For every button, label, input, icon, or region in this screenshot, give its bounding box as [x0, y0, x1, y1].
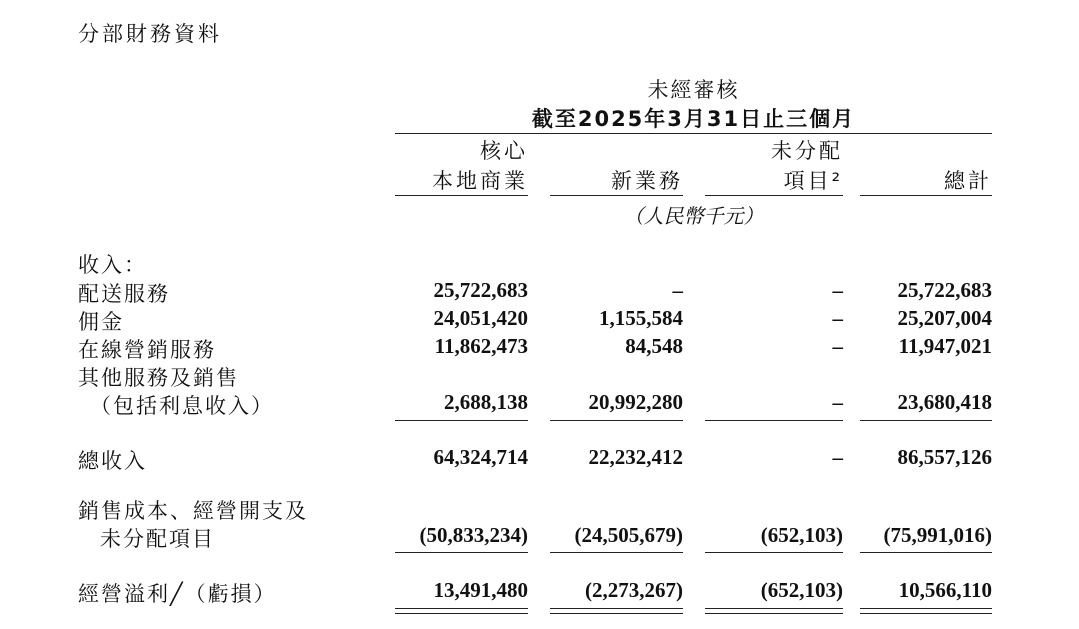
cell-costs-new: (24,505,679)	[574, 523, 683, 547]
cell-marketing-unallocated: –	[832, 334, 843, 358]
cell-operating-new: (2,273,267)	[585, 578, 683, 602]
cell-other-unallocated: –	[832, 390, 843, 414]
column-header-new-initiatives	[550, 166, 683, 196]
row-label-other-services-note: （包括利息收入）	[90, 394, 274, 418]
cell-delivery-core: 25,722,683	[433, 278, 528, 302]
subtotal-rule	[550, 420, 683, 421]
cell-commission-core: 24,051,420	[433, 306, 528, 330]
cell-operating-unallocated: (652,103)	[760, 578, 843, 602]
cell-other-new: 20,992,280	[588, 390, 683, 414]
cell-delivery-total: 25,722,683	[897, 278, 992, 302]
total-double-rule	[550, 608, 683, 609]
row-label-operating-profit: 經營溢利╱（虧損）	[78, 582, 277, 606]
subtotal-rule	[395, 552, 528, 553]
cell-operating-total: 10,566,110	[898, 578, 992, 602]
cell-total-revenue-core: 64,324,714	[433, 445, 528, 469]
period-heading: 截至2025年3月31日止三個月	[531, 107, 856, 131]
cell-total-revenue-unallocated: –	[832, 445, 843, 469]
subtotal-rule	[395, 420, 528, 421]
cell-commission-total: 25,207,004	[897, 306, 992, 330]
subtotal-rule	[550, 552, 683, 553]
cell-total-revenue-total: 86,557,126	[897, 445, 992, 469]
row-label-online-marketing: 在線營銷服務	[78, 338, 216, 362]
row-label-costs: 銷售成本、經營開支及	[78, 499, 308, 523]
cell-costs-total: (75,991,016)	[883, 523, 992, 547]
cell-delivery-unallocated: –	[832, 278, 843, 302]
cell-commission-unallocated: –	[832, 306, 843, 330]
cell-other-core: 2,688,138	[444, 390, 528, 414]
row-label-costs-line2: 未分配項目	[100, 527, 215, 551]
column-rule	[550, 195, 683, 196]
subtotal-rule	[705, 552, 843, 553]
column-rule	[860, 195, 992, 196]
row-label-total-revenue: 總收入	[78, 449, 147, 473]
column-header-line2: 新業務	[611, 169, 683, 193]
subtotal-rule	[860, 420, 992, 421]
total-double-rule	[705, 608, 843, 609]
column-header-line1: 核心	[480, 139, 528, 163]
cell-costs-core: (50,833,234)	[419, 523, 528, 547]
row-label-delivery: 配送服務	[78, 282, 170, 306]
row-label-commission: 佣金	[78, 310, 124, 334]
total-double-rule	[860, 613, 992, 614]
total-double-rule	[860, 608, 992, 609]
row-label-other-services: 其他服務及銷售	[78, 366, 239, 390]
cell-marketing-core: 11,862,473	[434, 334, 528, 358]
total-double-rule	[395, 608, 528, 609]
currency-unit: （人民幣千元）	[623, 204, 764, 228]
cell-operating-core: 13,491,480	[433, 578, 528, 602]
column-header-line2: 本地商業	[432, 169, 528, 193]
column-rule	[705, 195, 843, 196]
total-double-rule	[550, 613, 683, 614]
column-header-core-local	[395, 136, 528, 196]
header-rule	[395, 133, 992, 134]
cell-commission-new: 1,155,584	[599, 306, 683, 330]
audit-status-heading: 未經審核	[647, 78, 740, 102]
column-header-unallocated	[705, 136, 843, 196]
cell-other-total: 23,680,418	[897, 390, 992, 414]
total-double-rule	[395, 613, 528, 614]
cell-marketing-total: 11,947,021	[898, 334, 992, 358]
revenue-heading: 收入：	[78, 253, 147, 277]
cell-total-revenue-new: 22,232,412	[588, 445, 683, 469]
column-header-line2: 項目²	[783, 169, 843, 193]
column-header-line1: 未分配	[771, 139, 843, 163]
column-header-total	[860, 166, 992, 196]
subtotal-rule	[705, 420, 843, 421]
cell-delivery-new: –	[672, 278, 683, 302]
column-header-line2: 總計	[944, 169, 992, 193]
total-double-rule	[705, 613, 843, 614]
subtotal-rule	[860, 552, 992, 553]
column-rule	[395, 195, 528, 196]
cell-costs-unallocated: (652,103)	[760, 523, 843, 547]
cell-marketing-new: 84,548	[625, 334, 683, 358]
section-title: 分部財務資料	[78, 22, 222, 46]
